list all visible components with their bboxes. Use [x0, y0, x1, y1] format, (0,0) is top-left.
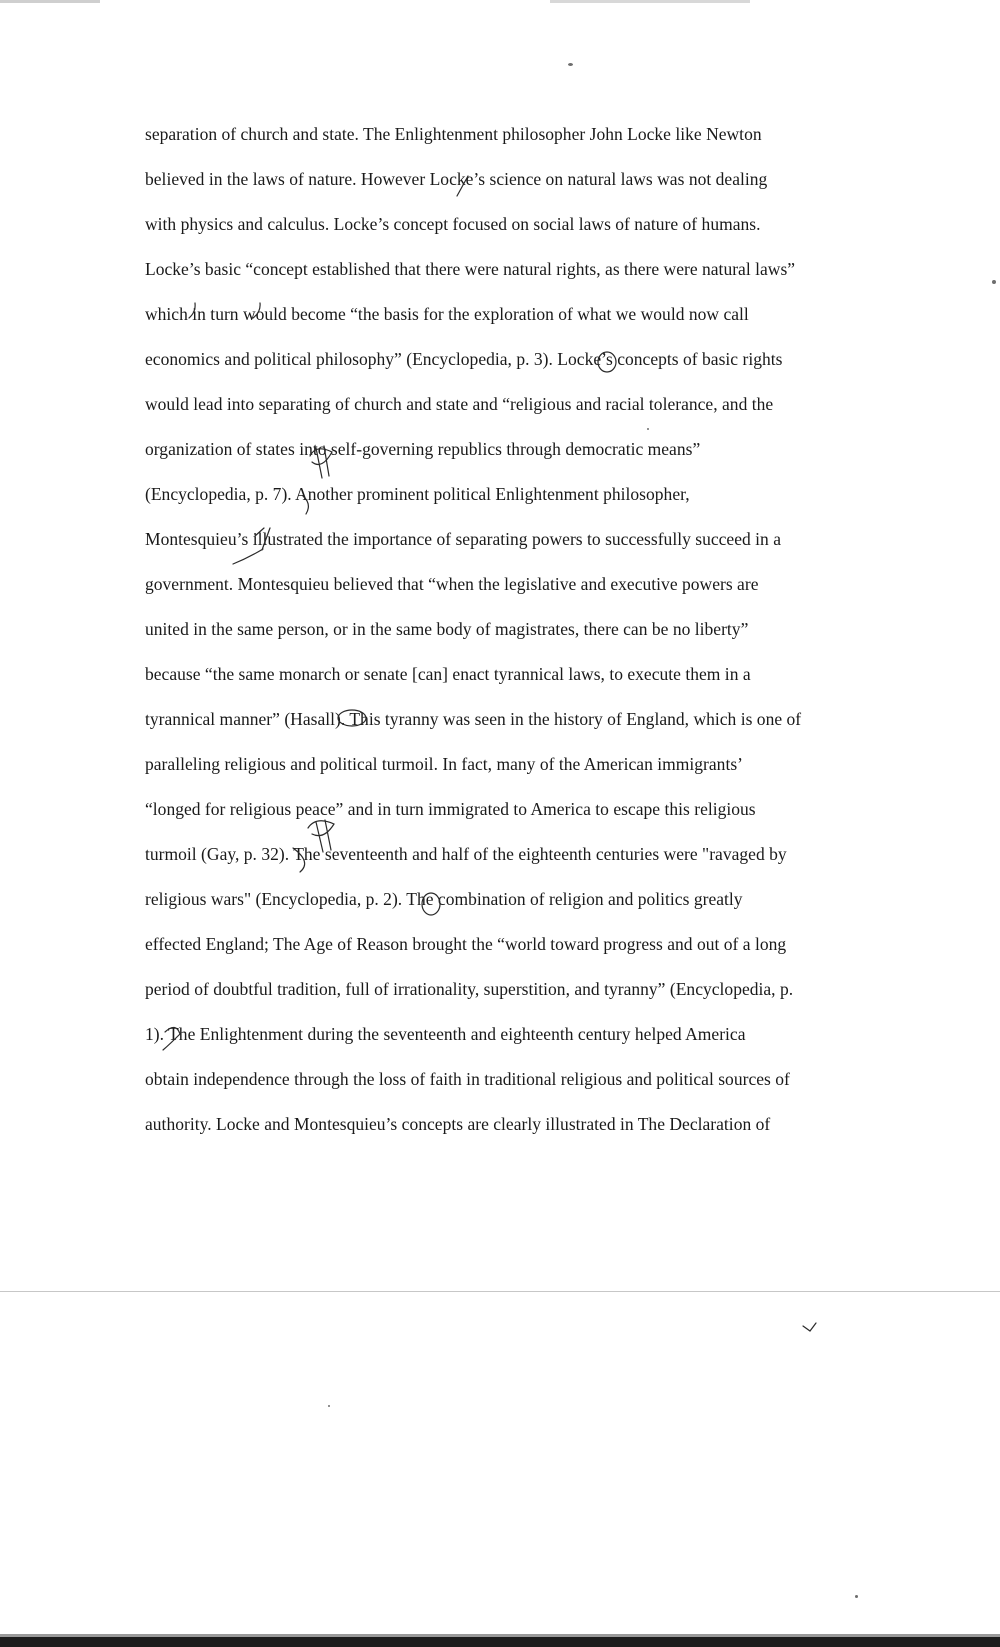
text-line: paralleling religious and political turmoil. In fact, many of the American immigrants’ [145, 754, 744, 774]
scan-speck [328, 1405, 330, 1407]
text-line: economics and political philosophy” (Encyclopedia, p. 3). Locke’s concepts of basic rights [145, 349, 783, 369]
text-line: with physics and calculus. Locke’s concept focused on social laws of nature of humans. [145, 214, 761, 234]
text-line: organization of states into self-governing republics through democratic means” [145, 439, 701, 459]
text-line: separation of church and state. The Enlightenment philosopher John Locke like Newton [145, 124, 762, 144]
text-line: Montesquieu’s illustrated the importance of separating powers to successfully succeed in a [145, 529, 781, 549]
scan-top-edge [0, 0, 1000, 3]
scan-speck [568, 63, 573, 66]
scan-speck [992, 280, 996, 284]
text-line: obtain independence through the loss of faith in traditional religious and political sources of [145, 1069, 790, 1089]
text-line: period of doubtful tradition, full of irrationality, superstition, and tyranny” (Encyclopedia, p. [145, 979, 794, 999]
text-line: believed in the laws of nature. However Locke’s science on natural laws was not dealing [145, 169, 768, 189]
text-line: (Encyclopedia, p. 7). Another prominent political Enlightenment philosopher, [145, 484, 690, 504]
scan-speck [855, 1595, 858, 1598]
tick-mark [803, 1323, 816, 1331]
text-line: 1). The Enlightenment during the seventeenth and eighteenth century helped America [145, 1024, 746, 1044]
text-line: tyrannical manner” (Hasall). This tyranny was seen in the history of England, which is one of [145, 709, 802, 729]
text-line: united in the same person, or in the same body of magistrates, there can be no liberty” [145, 619, 749, 639]
text-line: because “the same monarch or senate [can] enact tyrannical laws, to execute them in a [145, 664, 751, 684]
text-line: turmoil (Gay, p. 32). The seventeenth and half of the eighteenth centuries were "ravaged by [145, 844, 787, 864]
text-line: which in turn would become “the basis for the exploration of what we would now call [145, 304, 749, 324]
scan-fold-line [0, 1291, 1000, 1292]
text-line: authority. Locke and Montesquieu’s concepts are clearly illustrated in The Declaration of [145, 1114, 771, 1134]
essay-paragraph [145, 112, 895, 1147]
scan-speck [647, 428, 649, 430]
text-line: “longed for religious peace” and in turn immigrated to America to escape this religious [145, 799, 756, 819]
scan-bottom-edge [0, 1634, 1000, 1647]
text-line: government. Montesquieu believed that “when the legislative and executive powers are [145, 574, 759, 594]
text-line: religious wars" (Encyclopedia, p. 2). The combination of religion and politics greatly [145, 889, 743, 909]
text-line: would lead into separating of church and state and “religious and racial tolerance, and the [145, 394, 774, 414]
text-line: effected England; The Age of Reason brought the “world toward progress and out of a long [145, 934, 787, 954]
text-line: Locke’s basic “concept established that there were natural rights, as there were natural laws” [145, 259, 796, 279]
